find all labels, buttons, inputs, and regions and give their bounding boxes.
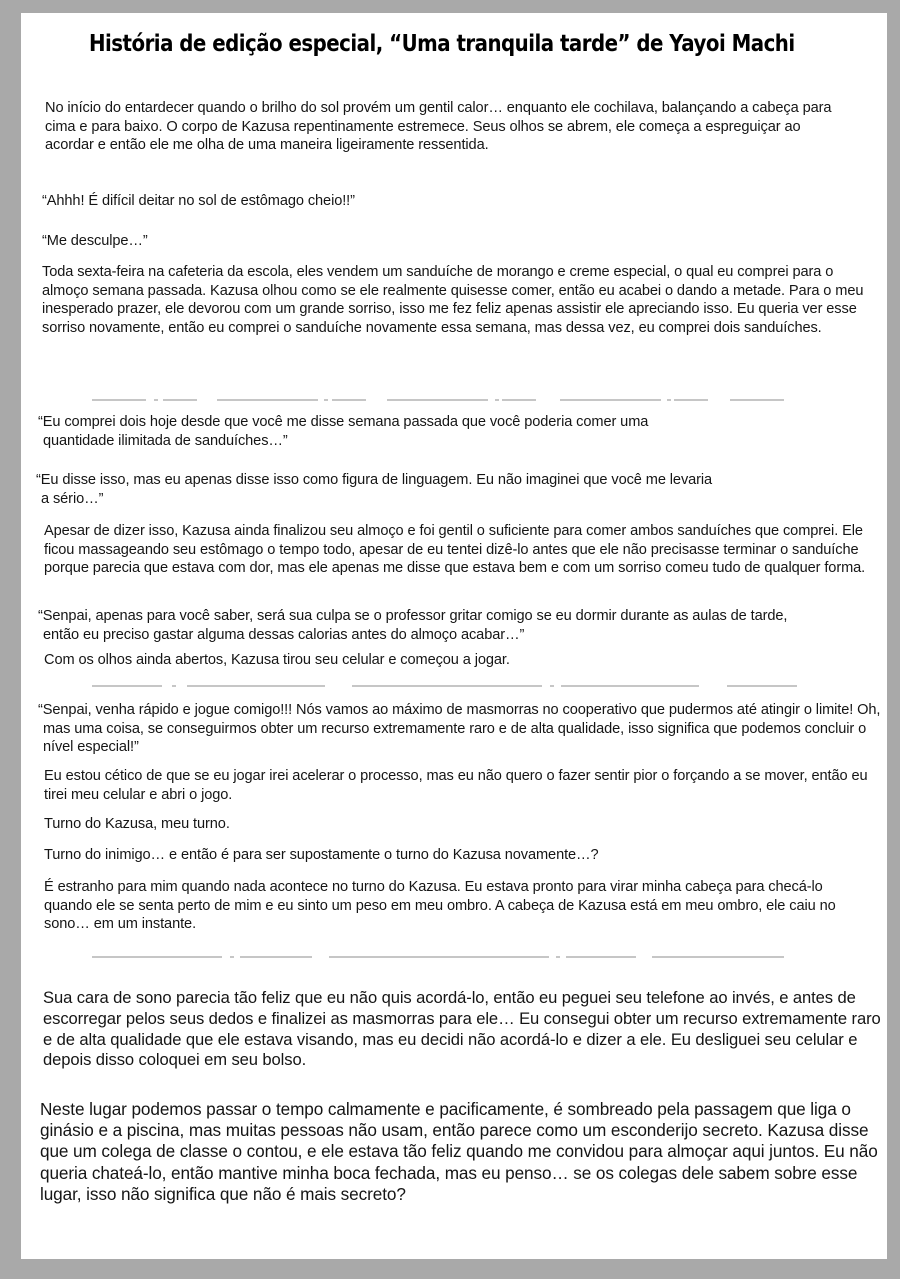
document-page (21, 13, 887, 1259)
section-divider (92, 956, 782, 959)
paragraph-almoco: Apesar de dizer isso, Kazusa ainda finalizou seu almoço e foi gentil o suficiente para comer ambos sanduíches que comprei. Ele ficou massageando seu estômago o tempo todo, apesar de eu tentei dizê-lo antes que ele não precisasse terminar o sanduíche porque parecia que estava com dor, mas ele apenas me disse que estava bem e com um sorriso comeu tudo de qualquer forma. (44, 523, 866, 576)
paragraph-sanduiche: Toda sexta-feira na cafeteria da escola, eles vendem um sanduíche de morango e creme especial, o qual eu comprei para o almoço semana passada. Kazusa olhou como se ele realmente quisesse comer, então eu acabei o dando a metade. Para o meu inesperado prazer, ele devorou com um grande sorriso, isso me fez feliz apenas assistir ele apreciando isso. Eu queria ver esse sorriso novamente, então eu comprei o sanduíche novamente essa semana, mas dessa vez, eu comprei dois sanduíches. (42, 264, 864, 336)
dialogue-venha-rapido: “Senpai, venha rápido e jogue comigo!!! Nós vamos ao máximo de masmorras no cooperativo que pudermos até atingir o limite! Oh, mas uma coisa, se conseguirmos obter um recurso extremamente raro e de alta qualidade, isso significa que podemos concluir o nível especial!” (38, 702, 881, 755)
dialogue-desculpe: “Me desculpe…” (42, 233, 148, 249)
dialogue-ahhh: “Ahhh! É difícil deitar no sol de estômago cheio!!” (42, 193, 355, 209)
dialogue-figura-linguagem: “Eu disse isso, mas eu apenas disse isso como figura de linguagem. Eu não imaginei que você me levaria a sério…” (36, 472, 713, 507)
paragraph-estranho: É estranho para mim quando nada acontece no turno do Kazusa. Eu estava pronto para virar minha cabeça para checá-lo quando ele se senta perto de mim e eu sinto um peso em meu ombro. A cabeça de Kazusa está em meu ombro, ele caiu no sono… em um instante. (44, 879, 836, 932)
dialogue-senpai-culpa: “Senpai, apenas para você saber, será sua culpa se o professor gritar comigo se eu dormir durante as aulas de tarde, então eu preciso gastar alguma dessas calorias antes do almoço acabar…” (38, 608, 788, 643)
section-divider (92, 399, 782, 402)
paragraph-celular: Com os olhos ainda abertos, Kazusa tirou seu celular e começou a jogar. (44, 652, 510, 668)
paragraph-turno-kazusa: Turno do Kazusa, meu turno. (44, 816, 230, 832)
document-title: História de edição especial, “Uma tranquila tarde” de Yayoi Machi (89, 31, 795, 57)
paragraph-turno-inimigo: Turno do inimigo… e então é para ser supostamente o turno do Kazusa novamente…? (44, 847, 599, 863)
paragraph-cetico: Eu estou cético de que se eu jogar irei acelerar o processo, mas eu não quero o fazer sentir pior o forçando a se mover, então eu tirei meu celular e abri o jogo. (44, 768, 868, 803)
paragraph-neste-lugar: Neste lugar podemos passar o tempo calmamente e pacificamente, é sombreado pela passagem que liga o ginásio e a piscina, mas muitas pessoas não usam, então parece como um esconderijo secreto. Kazusa disse que um colega de classe o contou, e ele estava tão feliz quando me convidou para almoçar aqui juntos. Eu não queria chateá-lo, então mantive minha boca fechada, mas eu penso… se os colegas dele sabem sobre esse lugar, isso não significa que não é mais secreto? (40, 1099, 878, 1204)
paragraph-intro: No início do entardecer quando o brilho do sol provém um gentil calor… enquanto ele cochilava, balançando a cabeça para cima e para baixo. O corpo de Kazusa repentinamente estremece. Seus olhos se abrem, ele começa a espreguiçar ao acordar e então ele me olha de uma maneira ligeiramente ressentida. (45, 100, 832, 153)
section-divider (92, 685, 782, 688)
paragraph-cara-sono: Sua cara de sono parecia tão feliz que eu não quis acordá-lo, então eu peguei seu telefone ao invés, e antes de escorregar pelos seus dedos e finalizei as masmorras para ele… Eu consegui obter um recurso extremamente raro e de alta qualidade que ele estava visando, mas eu decidi não acordá-lo e dizer a ele. Eu desliguei seu celular e depois disso coloquei em seu bolso. (43, 988, 881, 1070)
dialogue-comprei-dois: “Eu comprei dois hoje desde que você me disse semana passada que você poderia comer uma quantidade ilimitada de sanduíches…” (38, 414, 649, 449)
